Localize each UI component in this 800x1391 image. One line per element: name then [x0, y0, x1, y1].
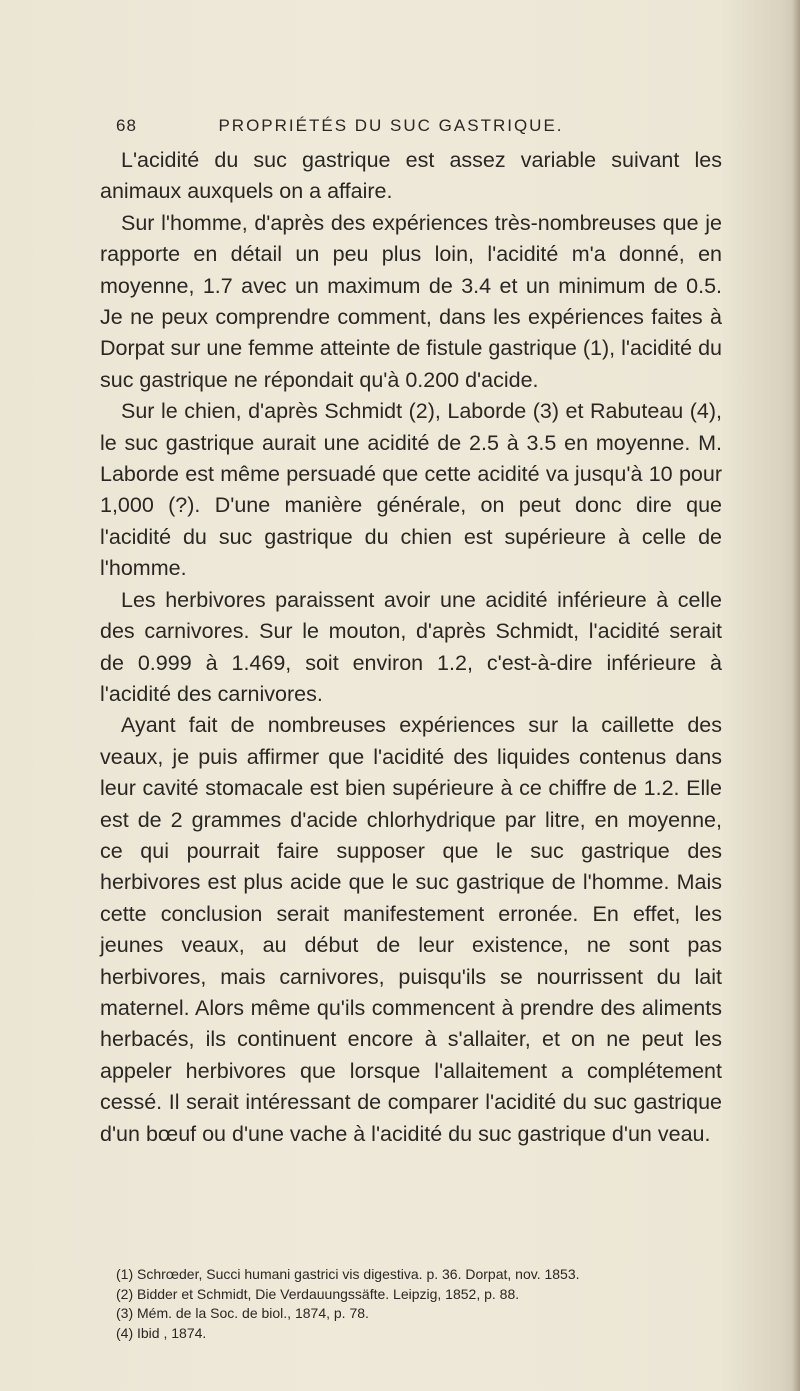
- running-title: PROPRIÉTÉS DU SUC GASTRIQUE.: [218, 116, 564, 135]
- page-number: 68: [116, 116, 137, 135]
- footnote-4: (4) Ibid , 1874.: [116, 1324, 207, 1341]
- footnote-1: (1) Schrœder, Succi humani gastrici vis digestiva. p. 36. Dorpat, nov. 1853.: [116, 1266, 580, 1282]
- paragraph-acidity-variable: L'acidité du suc gastrique est assez variable suivant les animaux auxquels on a affaire.: [100, 148, 722, 204]
- body-text: [100, 145, 722, 1150]
- paragraph-dog: Sur le chien, d'après Schmidt (2), Laborde (3) et Rabuteau (4), le suc gastrique aurait une acidité de 2.5 à 3.5 en moyenne. M. Laborde est même persuadé que cette acidité va jusqu'à 10 pour 1,000 (?). D'une manière générale, on peut donc dire que l'acidité du suc gastrique du chien est supérieure à celle de l'homme.: [100, 399, 722, 581]
- paragraph-calves: Ayant fait de nombreuses expériences sur la caillette des veaux, je puis affirmer que l'acidité des liquides contenus dans leur cavité stomacale est bien supérieure à ce chiffre de 1.2. Elle est de 2 grammes d'acide chlorhydrique par litre, en moyenne, ce qui pourrait faire supposer que le suc gastrique des herbivores est plus acide que le suc gastrique de l'homme. Mais cette conclusion serait manifestement erronée. En effet, les jeunes veaux, au début de leur existence, ne sont pas herbivores, mais carnivores, puisqu'ils se nourrissent du lait maternel. Alors même qu'ils commencent à prendre des aliments herbacés, ils continuent encore à s'allaiter, et on ne peut les appeler herbivores que lorsque l'allaitement a complétement cessé. Il serait intéressant de comparer l'acidité du suc gastrique d'un bœuf ou d'une vache à l'acidité du suc gastrique d'un veau.: [100, 713, 722, 1146]
- footnote-3: (3) Mém. de la Soc. de biol., 1874, p. 78.: [116, 1305, 369, 1321]
- footnote-2: (2) Bidder et Schmidt, Die Verdauungssäfte. Leipzig, 1852, p. 88.: [116, 1285, 520, 1302]
- paragraph-human: Sur l'homme, d'après des expériences très-nombreuses que je rapporte en détail un peu plus loin, l'acidité m'a donné, en moyenne, 1.7 avec un maximum de 3.4 et un minimum de 0.5. Je ne peux comprendre comment, dans les expériences faites à Dorpat sur une femme atteinte de fistule gastrique (1), l'acidité du suc gastrique ne répondait qu'à 0.200 d'acide.: [100, 210, 722, 392]
- page-header: [116, 116, 746, 146]
- footnotes: [116, 1265, 726, 1343]
- page-edge-shadow: [792, 0, 800, 1391]
- paragraph-herbivores: Les herbivores paraissent avoir une acidité inférieure à celle des carnivores. Sur le mouton, d'après Schmidt, l'acidité serait de 0.999 à 1.469, soit environ 1.2, c'est-à-dire inférieure à l'acidité des carnivores.: [100, 587, 722, 706]
